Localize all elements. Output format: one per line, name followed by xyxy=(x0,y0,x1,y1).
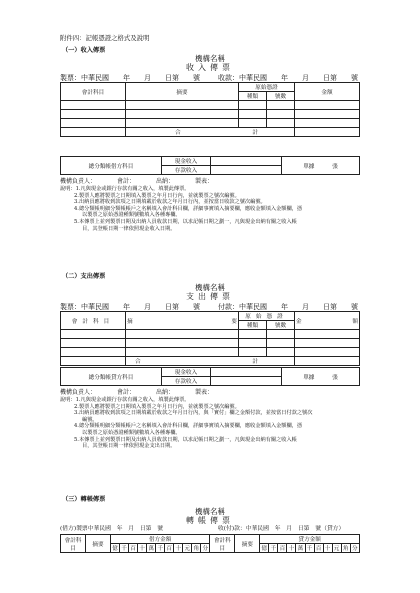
attach-count: 單據 張 xyxy=(282,368,360,386)
col-type: 種類 xyxy=(239,92,267,101)
payment-header-left: 製票：中華民國 年 月 日第 號 xyxy=(60,303,200,311)
ledger-label: 總分類帳借方科目 xyxy=(61,157,162,175)
col-summary-credit: 摘要 xyxy=(235,535,260,553)
col-account-credit: 會計科目 xyxy=(210,535,235,553)
cash-out-label: 現金收入 xyxy=(162,368,211,377)
ledger-label: 總分類帳貸方科目 xyxy=(61,368,162,386)
total-row xyxy=(126,128,295,137)
receipt-title: 收入傳票 xyxy=(186,63,234,72)
payment-notes: 說明：1.凡與現金或銀行存款有關之收入，填製此傳票。 2.製票人應將製票之日期填入製票之年月日行內，並就製票之號次編號。 3.出納員應將收到款項之日期填載於收款之年月日行內，與「實付」欄之金額付款，並按當日付款之號次 編號。 4.總分類帳明細分類帳帳戶之名稱填入會計科目欄，詳細事實填入摘要欄，應收金額填入金額欄，憑 以製票之原始憑證種類號數填入各種專欄。 5.本傳票上並列製票日期及出納人員收款日期，以求記帳日期之劃一，凡與現金出納有關之收入帳 目，其登帳日期一律依照現金支出日期。 xyxy=(60,397,313,450)
table-row xyxy=(61,110,360,119)
col-type: 種類 xyxy=(239,321,267,330)
col-amount: 金額 xyxy=(295,83,360,101)
col-account: 會計科目 xyxy=(61,312,126,330)
transfer-heading: （三）轉帳傳票 xyxy=(62,496,106,503)
digit-row: 億 千 百 十 萬 千 百 十 元 角 分 億 千 百 十 萬 千 百 十 元 角 分 xyxy=(61,544,360,553)
total-left: 合 xyxy=(175,130,181,136)
col-number: 號數 xyxy=(266,321,294,330)
receipt-heading: （一）收入傳票 xyxy=(62,47,106,54)
transfer-title: 轉帳傳票 xyxy=(186,516,234,525)
receipt-header-right: 收款：中華民國 年 月 日第 號 xyxy=(218,74,358,82)
deposit-in-label: 存款收入 xyxy=(162,166,211,175)
payment-ledger-table xyxy=(60,367,360,386)
attach-count: 單據 張 xyxy=(282,157,360,175)
receipt-table xyxy=(60,82,360,137)
col-debit: 借方金額 xyxy=(111,535,210,544)
col-summary: 摘要 xyxy=(86,535,111,553)
receipt-org-name: 機構名稱 xyxy=(195,54,225,63)
receipt-notes: 說明：1.凡與現金或銀行存款有關之收入，填製此傳票。 2.製票人應將製票之日期填入製票之年月日行內，並就製票之號次編號。 3.出納員應將收到款項之日期填載於收款之年月日行內，並按當日收款之號次編號。 4.總分類帳明細分類帳帳戶之名稱填入會計科目欄，詳細事實填入摘要欄，應收金額填入金額欄，憑 以製票之原始憑證種類號數填入各種專欄。 5.本傳票上並列製票日期及出納人員收款日期，以求記帳日期之劃一，凡與現金出納有關之收入帳 目，其登帳日期一律依照現金收入日期。 xyxy=(60,186,303,232)
col-account: 會計科目 xyxy=(61,83,126,101)
col-summary: 摘 要 xyxy=(126,312,239,330)
col-voucher: 原始憑證 xyxy=(239,312,295,321)
transfer-table xyxy=(60,534,360,553)
transfer-header-right: 收(付)款：中華民國 年 月 日第 號（貸方） xyxy=(218,526,345,532)
transfer-header-left: (借方)製票中華民國 年 月 日第 號 xyxy=(60,526,164,532)
receipt-ledger-table xyxy=(60,156,360,175)
table-row xyxy=(61,119,360,128)
payment-table xyxy=(60,311,360,366)
payment-heading: （二）支出傳票 xyxy=(62,273,106,280)
col-credit: 貸方金額 xyxy=(260,535,360,544)
payment-sign-line: 機構負責人： 會計： 出納： 製表： xyxy=(60,389,214,396)
payment-org-name: 機構名稱 xyxy=(195,283,225,292)
col-account: 會計科目 xyxy=(61,535,86,553)
payment-header-right: 付款：中華民國 年 月 日第 號 xyxy=(218,303,358,311)
col-voucher: 原始憑證 xyxy=(239,83,295,92)
total-row: 合 計 xyxy=(126,357,295,366)
cash-in-label: 現金收入 xyxy=(162,157,211,166)
transfer-org-name: 機構名稱 xyxy=(195,507,225,516)
receipt-header-left: 製票：中華民國 年 月 日第 號 xyxy=(60,74,200,82)
receipt-sign-line: 機構負責人： 會計： 出納： 製表： xyxy=(60,178,214,185)
appendix-title: 附件四：記帳憑證之格式及說明 xyxy=(60,34,150,42)
col-summary: 摘要 xyxy=(126,83,239,101)
col-number: 號數 xyxy=(267,92,295,101)
total-right: 計 xyxy=(252,130,258,136)
deposit-out-label: 存款收入 xyxy=(162,377,211,386)
table-row xyxy=(61,330,360,339)
table-row xyxy=(61,339,360,348)
table-row xyxy=(61,101,360,110)
payment-title: 支出傳票 xyxy=(186,292,234,301)
table-row xyxy=(61,348,360,357)
col-amount: 金 額 xyxy=(295,312,360,330)
